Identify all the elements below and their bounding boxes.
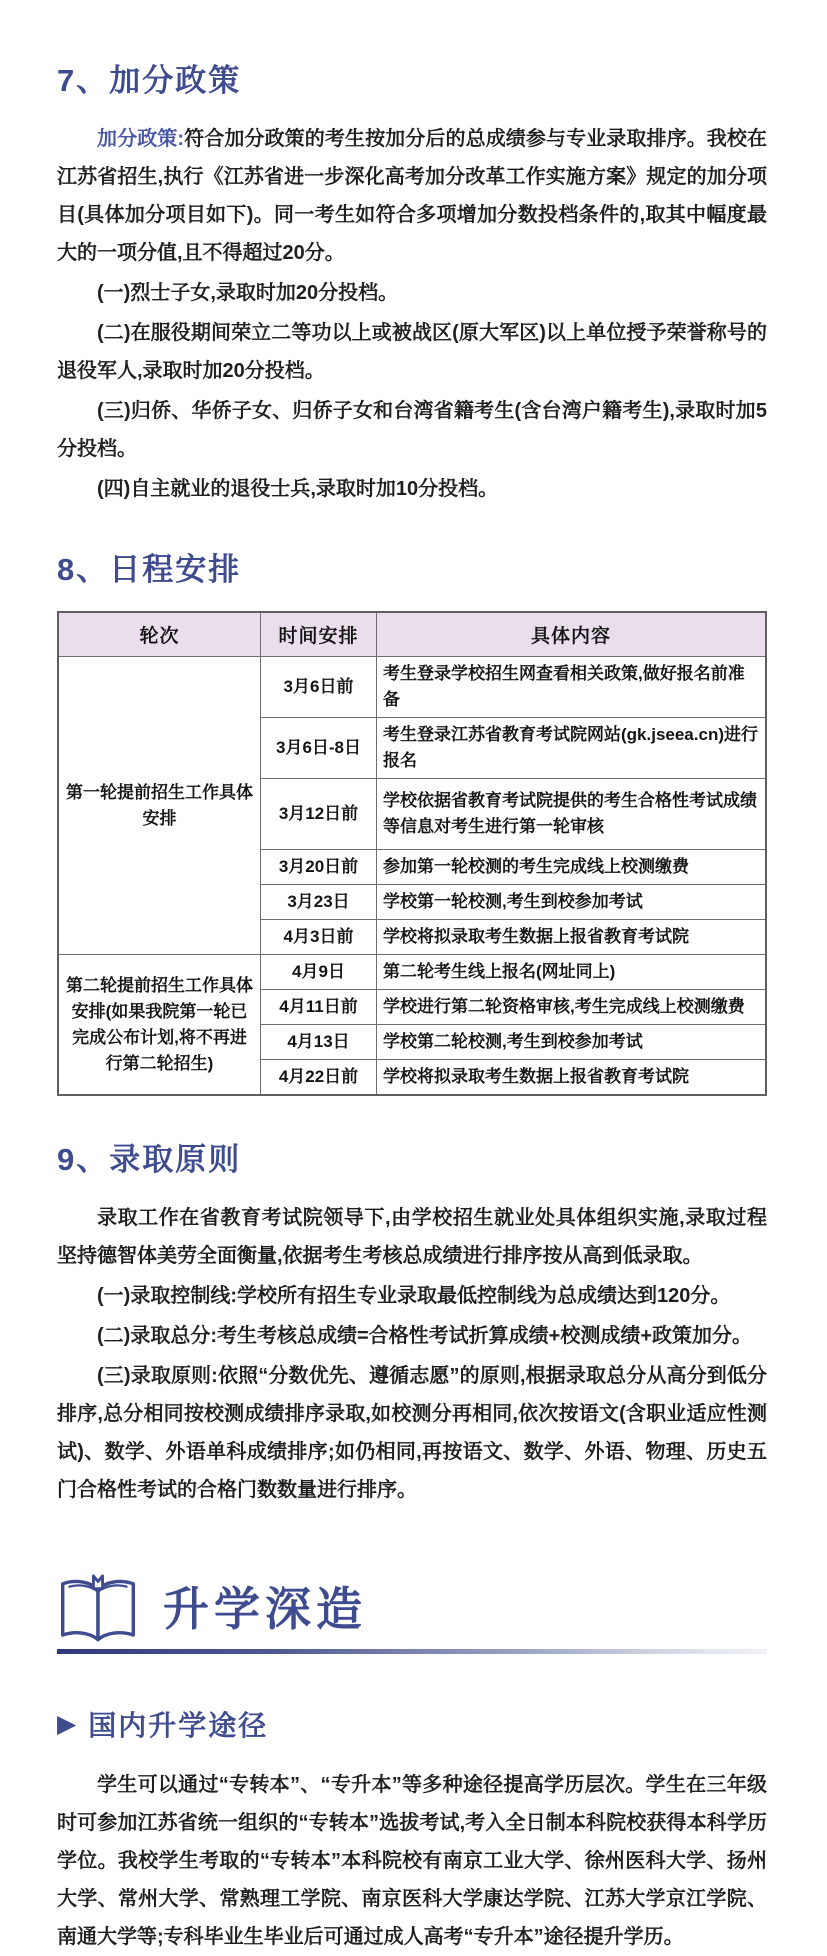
header-time: 时间安排 [261,612,377,657]
triangle-marker-icon: ▶ [57,1710,79,1739]
content-cell: 学校进行第二轮资格审核,考生完成线上校测缴费 [377,990,767,1025]
admission-lead-paragraph: 录取工作在省教育考试院领导下,由学校招生就业处具体组织实施,录取过程坚持德智体美劳全面衡量,依据考生考核总成绩进行排序按从高到低录取。 [57,1206,767,1267]
section-admission-principles [57,1142,767,1509]
time-cell: 4月11日前 [261,990,377,1025]
content-cell: 参加第一轮校测的考生完成线上校测缴费 [377,850,767,885]
domestic-pathways-title [57,1704,767,1744]
round-2-cell: 第二轮提前招生工作具体安排(如果我院第一轮已完成公布计划,将不再进行第二轮招生) [58,955,261,1096]
table-row [58,657,766,718]
bonus-policy-lead-text: 符合加分政策的考生按加分后的总成绩参与专业录取排序。我校在江苏省招生,执行《江苏省进一步深化高考加分改革工作实施方案》规定的加分项目(具体加分项目如下)。同一考生如符合多项增加分数投档条件的,取其中幅度最大的一项分值,且不得超过20分。 [57,127,768,264]
time-cell: 3月6日前 [261,657,377,718]
time-cell: 3月6日-8日 [261,718,377,779]
admission-item-1: (一)录取控制线:学校所有招生专业录取最低控制线为总成绩达到120分。 [97,1284,731,1307]
schedule-table [57,611,767,1096]
banner-underline [57,1649,767,1654]
banner-row [57,1573,767,1647]
content-cell: 考生登录学校招生网查看相关政策,做好报名前准备 [377,657,767,718]
content-cell: 学校第二轮校测,考生到校参加考试 [377,1025,767,1060]
bonus-policy-lead-paragraph [57,120,767,272]
bonus-item-3: (三)归侨、华侨子女、归侨子女和台湾省籍考生(含台湾户籍考生),录取时加5分投档。 [57,399,767,460]
section7-title: 7、加分政策 [57,63,242,98]
section8-title: 8、日程安排 [57,551,242,587]
banner-title: 升学深造 [163,1582,367,1635]
content-cell: 考生登录江苏省教育考试院网站(gk.jseea.cn)进行报名 [377,718,767,779]
bonus-item-1: (一)烈士子女,录取时加20分投档。 [97,281,399,304]
time-cell: 3月23日 [261,885,377,920]
bonus-item-2: (二)在服役期间荣立二等功以上或被战区(原大军区)以上单位授予荣誉称号的退役军人,录取时加20分投档。 [57,321,767,382]
header-content: 具体内容 [377,612,767,657]
section-schedule [57,552,767,1097]
open-book-icon [57,1573,139,1647]
content-cell: 学校第一轮校测,考生到校参加考试 [377,885,767,920]
content-cell: 学校将拟录取考生数据上报省教育考试院 [377,920,767,955]
section-bonus-policy [57,0,767,508]
admission-item-2: (二)录取总分:考生考核总成绩=合格性考试折算成绩+校测成绩+政策加分。 [97,1324,753,1347]
section-domestic-pathways [57,1704,767,1956]
time-cell: 3月12日前 [261,779,377,850]
time-cell: 4月3日前 [261,920,377,955]
domestic-pathways-title-text: 国内升学途径 [88,1709,269,1741]
header-round: 轮次 [58,612,261,657]
schedule-header-row [58,612,766,657]
time-cell: 4月22日前 [261,1060,377,1096]
admission-item-3: (三)录取原则:依照“分数优先、遵循志愿”的原则,根据录取总分从高分到低分排序,总分相同按校测成绩排序录取,如校测分再相同,依次按语文(含职业适应性测试)、数学、外语单科成绩排序;如仍相同,再按语文、数学、外语、物理、历史五门合格性考试的合格门数数量进行排序。 [57,1364,767,1501]
bonus-policy-label: 加分政策: [97,127,185,150]
time-cell: 4月9日 [261,955,377,990]
table-row [58,955,766,990]
content-cell: 学校将拟录取考生数据上报省教育考试院 [377,1060,767,1096]
bonus-item-4: (四)自主就业的退役士兵,录取时加10分投档。 [97,477,499,500]
time-cell: 4月13日 [261,1025,377,1060]
round-1-cell: 第一轮提前招生工作具体安排 [58,657,261,955]
content-cell: 第二轮考生线上报名(网址同上) [377,955,767,990]
section9-title: 9、录取原则 [57,1142,242,1178]
content-cell: 学校依据省教育考试院提供的考生合格性考试成绩等信息对考生进行第一轮审核 [377,779,767,850]
domestic-paragraph: 学生可以通过“专转本”、“专升本”等多种途径提高学历层次。学生在三年级时可参加江苏省统一组织的“专转本”选拔考试,考入全日制本科院校获得本科学历学位。我校学生考取的“专转本”本科院校有南京工业大学、徐州医科大学、扬州大学、常州大学、常熟理工学院、南京医科大学康达学院、江苏大学京江学院、南通大学等;专科毕业生毕业后可通过成人高考“专升本”途径提升学历。 [57,1773,767,1948]
banner-further-education [57,1573,767,1654]
time-cell: 3月20日前 [261,850,377,885]
